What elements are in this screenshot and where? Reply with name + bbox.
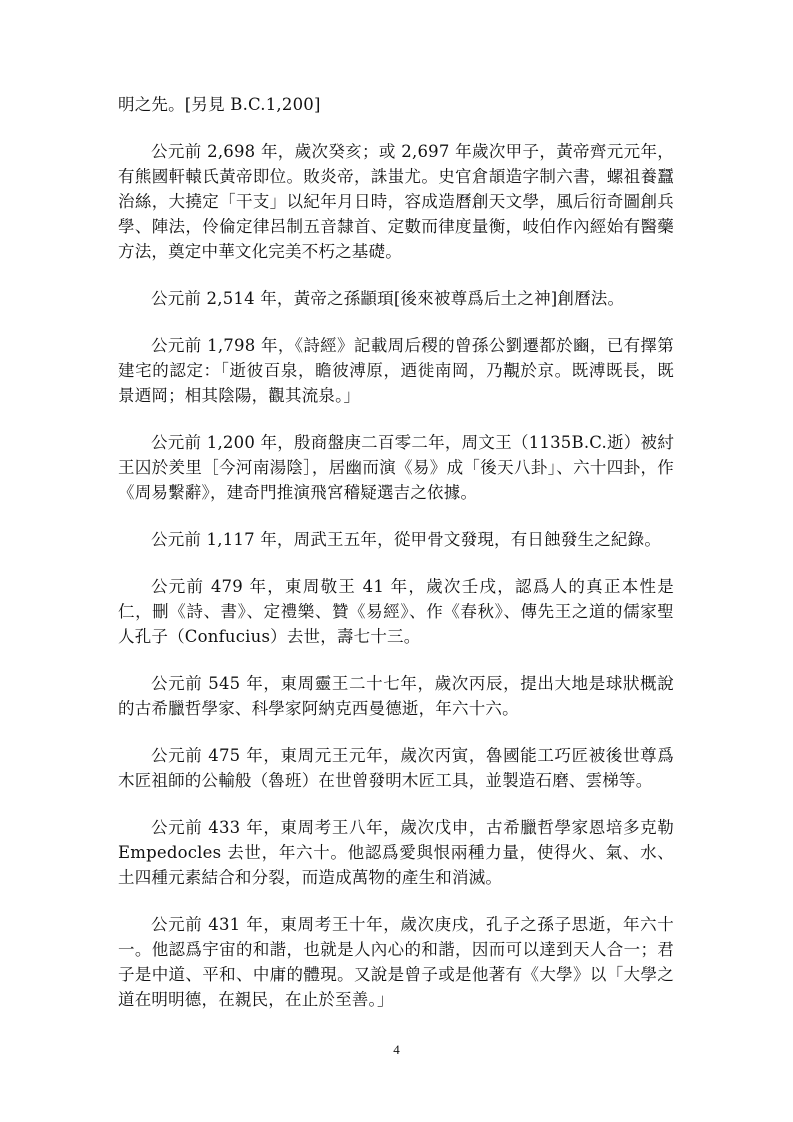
paragraph-continuation: 明之先。[另見 B.C.1,200] — [118, 95, 321, 114]
paragraph-545bc: 公元前 545 年，東周靈王二十七年，歲次丙辰，提出大地是球狀概說的古希臘哲學家、科學家阿納克西曼德逝，年六十六。 — [118, 674, 674, 718]
page-number: 4 — [393, 1042, 400, 1057]
paragraph-1200bc: 公元前 1,200 年，殷商盤庚二百零二年，周文王（1135B.C.逝）被紂王囚於羑里［今河南湯陰］，居幽而演《易》成「後天八卦」、六十四卦，作《周易繫辭》，建奇門推演飛宮稽疑選吉之依據。 — [118, 433, 674, 502]
paragraph-1117bc: 公元前 1,117 年，周武王五年，從甲骨文發現，有日蝕發生之紀錄。 — [151, 530, 662, 549]
paragraph-1798bc: 公元前 1,798 年，《詩經》記載周后稷的曾孫公劉遷都於豳，已有擇第建宅的認定：「逝彼百泉，瞻彼溥原，迺徙南岡，乃覯於京。既溥既長，既景迺岡；相其陰陽，觀其流泉。」 — [118, 336, 674, 405]
paragraph-479bc: 公元前 479 年，東周敬王 41 年，歲次壬戌，認爲人的真正本性是仁，刪《詩、書》、定禮樂、贊《易經》、作《春秋》、傳先王之道的儒家聖人孔子（Confucius）去世，壽七十三。 — [118, 577, 674, 646]
paragraph-433bc: 公元前 433 年，東周考王八年，歲次戊申，古希臘哲學家恩培多克勒 Empedocles 去世，年六十。他認爲愛與恨兩種力量，使得火、氣、水、土四種元素結合和分裂，而造成萬物的產生和消滅。 — [118, 818, 674, 887]
paragraph-431bc: 公元前 431 年，東周考王十年，歲次庚戌，孔子之孫子思逝，年六十一。他認爲宇宙的和諧，也就是人內心的和諧，因而可以達到天人合一；君子是中道、平和、中庸的體現。又說是曾子或是他著有《大學》以「大學之道在明明德，在親民，在止於至善。」 — [118, 915, 674, 1009]
paragraph-475bc: 公元前 475 年，東周元王元年，歲次丙寅，魯國能工巧匠被後世尊爲木匠祖師的公輸般（魯班）在世曾發明木匠工具，並製造石磨、雲梯等。 — [118, 746, 674, 790]
paragraph-2698bc: 公元前 2,698 年，歲次癸亥；或 2,697 年歲次甲子，黃帝齊元元年，有熊國軒轅氏黃帝即位。敗炎帝，誅蚩尤。史官倉頡造字制六書，螺祖養蠶治絲，大撓定「干支」以紀年月日時，容成造曆創天文學，風后衍奇圖創兵學、陣法，伶倫定律呂制五音隸首、定數而律度量衡，岐伯作內經始有醫藥方法，奠定中華文化完美不朽之基礎。 — [118, 142, 674, 261]
document-body — [118, 92, 674, 1034]
paragraph-2514bc: 公元前 2,514 年，黃帝之孫顓頊[後來被尊爲后土之神]創曆法。 — [151, 289, 625, 308]
